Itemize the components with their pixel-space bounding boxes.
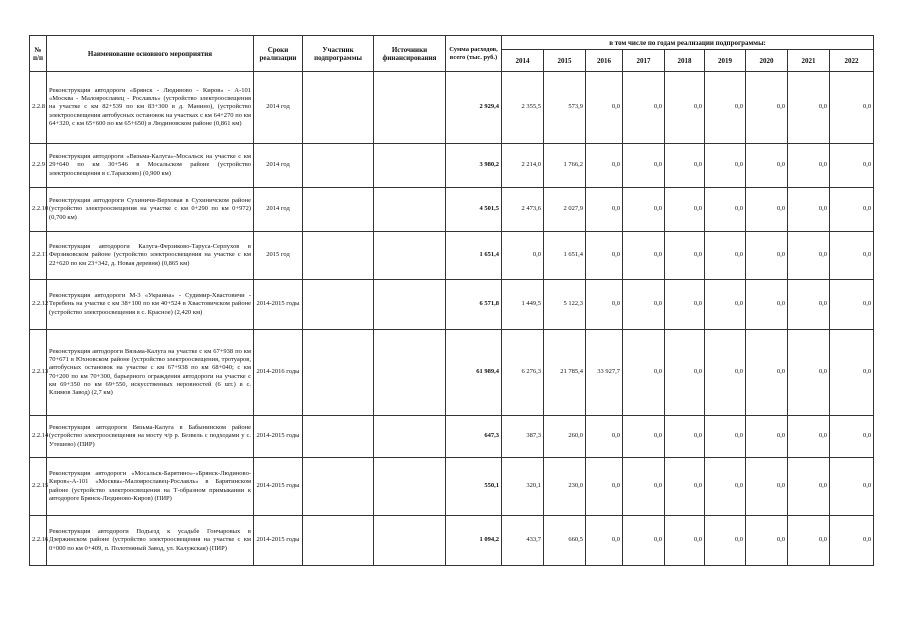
funding-source-cell: [374, 188, 446, 232]
year-value-2018: 0,0: [665, 416, 705, 458]
funding-source-cell: [374, 72, 446, 144]
implementation-period: 2014-2015 годы: [254, 458, 303, 516]
participant-cell: [303, 330, 374, 416]
total-amount: 6 571,8: [446, 280, 502, 330]
header-year-2022: 2022: [830, 50, 874, 72]
year-value-2018: 0,0: [665, 72, 705, 144]
table-row: [30, 458, 874, 516]
table-row: [30, 72, 874, 144]
year-value-2017: 0,0: [623, 72, 665, 144]
year-value-2019: 0,0: [705, 416, 746, 458]
year-value-2017: 0,0: [623, 188, 665, 232]
table-row: [30, 144, 874, 188]
participant-cell: [303, 416, 374, 458]
year-value-2015: 260,0: [544, 416, 586, 458]
total-amount: 550,1: [446, 458, 502, 516]
header-year-2021: 2021: [788, 50, 830, 72]
year-value-2017: 0,0: [623, 232, 665, 280]
year-value-2022: 0,0: [830, 458, 874, 516]
year-value-2020: 0,0: [746, 330, 788, 416]
year-value-2019: 0,0: [705, 144, 746, 188]
funding-source-cell: [374, 330, 446, 416]
year-value-2022: 0,0: [830, 330, 874, 416]
activity-name: Реконструкция автодороги Сухиничи-Верховая в Сухиничском районе (устройство электроосвещения на участке с км 0+290 по км 0+972) (0,700 км): [47, 188, 254, 232]
year-value-2014: 320,1: [502, 458, 544, 516]
year-value-2022: 0,0: [830, 280, 874, 330]
year-value-2014: 2 355,5: [502, 72, 544, 144]
funding-source-cell: [374, 416, 446, 458]
header-participant: Участник подпрограммы: [303, 36, 374, 72]
header-by-year: в том числе по годам реализации подпрограммы:: [502, 36, 874, 50]
year-value-2018: 0,0: [665, 330, 705, 416]
year-value-2019: 0,0: [705, 458, 746, 516]
table-row: [30, 280, 874, 330]
activity-name: Реконструкция автодороги Калуга-Ферзиково-Таруса-Серпухов в Ферзиковском районе (устройство электроосвещения на участке с км 22+620 по км 23+342, д. Новая деревня) (0,865 км): [47, 232, 254, 280]
year-value-2021: 0,0: [788, 458, 830, 516]
year-value-2014: 433,7: [502, 516, 544, 566]
header-total: Сумма расходов, всего (тыс. руб.): [446, 36, 502, 72]
year-value-2015: 5 122,3: [544, 280, 586, 330]
year-value-2016: 0,0: [586, 516, 623, 566]
year-value-2020: 0,0: [746, 144, 788, 188]
row-number: 2.2.13: [30, 330, 47, 416]
row-number: 2.2.16: [30, 516, 47, 566]
row-number: 2.2.8: [30, 72, 47, 144]
year-value-2016: 0,0: [586, 232, 623, 280]
table-row: [30, 516, 874, 566]
header-year-2015: 2015: [544, 50, 586, 72]
header-year-2016: 2016: [586, 50, 623, 72]
year-value-2020: 0,0: [746, 188, 788, 232]
year-value-2021: 0,0: [788, 188, 830, 232]
year-value-2015: 1 766,2: [544, 144, 586, 188]
row-number: 2.2.12: [30, 280, 47, 330]
year-value-2019: 0,0: [705, 72, 746, 144]
row-number: 2.2.9: [30, 144, 47, 188]
year-value-2021: 0,0: [788, 72, 830, 144]
year-value-2017: 0,0: [623, 458, 665, 516]
header-sources: Источники финансирования: [374, 36, 446, 72]
year-value-2016: 0,0: [586, 458, 623, 516]
year-value-2016: 0,0: [586, 416, 623, 458]
total-amount: 647,3: [446, 416, 502, 458]
participant-cell: [303, 280, 374, 330]
activity-name: Реконструкция автодороги «Вязьма-Калуга»-Мосальск на участке с км 29+640 по км 30+546 в Мосальском районе (устройство электроосвещения в с.Тарасково) (0,900 км): [47, 144, 254, 188]
year-value-2020: 0,0: [746, 232, 788, 280]
funding-source-cell: [374, 516, 446, 566]
activity-name: Реконструкция автодороги «Брянск - Людиново - Киров» - А-101 «Москва - Малоярославец - Рославль» (устройство электроосвещения на участке с км 82+539 по км 83+300 в д. Манино), (устройство электроосвещения автобусных остановок на участках с км 64+270 по км 64+320, с км 65+600 по км 65+650) в Людиновском районе (0,861 км): [47, 72, 254, 144]
header-year-2020: 2020: [746, 50, 788, 72]
year-value-2021: 0,0: [788, 144, 830, 188]
year-value-2021: 0,0: [788, 416, 830, 458]
year-value-2019: 0,0: [705, 280, 746, 330]
year-value-2017: 0,0: [623, 144, 665, 188]
funding-source-cell: [374, 144, 446, 188]
activity-name: Реконструкция автодороги Подъезд к усадьбе Гончаровых в Дзержинском районе (устройство электроосвещения на участке с км 0+000 по км 0+409, п. Полотняный Завод, ул. Калужская) (ПИР): [47, 516, 254, 566]
year-value-2018: 0,0: [665, 232, 705, 280]
year-value-2014: 0,0: [502, 232, 544, 280]
row-number: 2.2.15: [30, 458, 47, 516]
year-value-2017: 0,0: [623, 330, 665, 416]
year-value-2017: 0,0: [623, 516, 665, 566]
row-number: 2.2.11: [30, 232, 47, 280]
year-value-2020: 0,0: [746, 416, 788, 458]
program-table: [29, 35, 874, 566]
year-value-2014: 6 276,3: [502, 330, 544, 416]
header-year-2017: 2017: [623, 50, 665, 72]
implementation-period: 2014-2015 годы: [254, 416, 303, 458]
implementation-period: 2014-2016 годы: [254, 330, 303, 416]
participant-cell: [303, 144, 374, 188]
total-amount: 61 989,4: [446, 330, 502, 416]
year-value-2016: 0,0: [586, 280, 623, 330]
year-value-2021: 0,0: [788, 232, 830, 280]
year-value-2020: 0,0: [746, 516, 788, 566]
year-value-2014: 2 214,0: [502, 144, 544, 188]
table-row: [30, 232, 874, 280]
participant-cell: [303, 516, 374, 566]
year-value-2019: 0,0: [705, 232, 746, 280]
header-num: № п/п: [30, 36, 47, 72]
header-year-2014: 2014: [502, 50, 544, 72]
year-value-2019: 0,0: [705, 330, 746, 416]
header-year-2019: 2019: [705, 50, 746, 72]
year-value-2022: 0,0: [830, 72, 874, 144]
header-period: Сроки реализации: [254, 36, 303, 72]
total-amount: 1 651,4: [446, 232, 502, 280]
year-value-2016: 0,0: [586, 144, 623, 188]
year-value-2021: 0,0: [788, 516, 830, 566]
year-value-2016: 33 927,7: [586, 330, 623, 416]
year-value-2017: 0,0: [623, 280, 665, 330]
year-value-2018: 0,0: [665, 144, 705, 188]
activity-name: Реконструкция автодороги М-3 «Украина» - Судимир-Хвастовичи - Теребень на участке с км 38+100 по км 40+524 в Хвастовичском районе (устройство электроосвещения в с. Красное) (2,420 км): [47, 280, 254, 330]
year-value-2022: 0,0: [830, 232, 874, 280]
year-value-2022: 0,0: [830, 416, 874, 458]
table-row: [30, 416, 874, 458]
implementation-period: 2014 год: [254, 144, 303, 188]
year-value-2015: 1 651,4: [544, 232, 586, 280]
participant-cell: [303, 232, 374, 280]
implementation-period: 2014-2015 годы: [254, 516, 303, 566]
implementation-period: 2015 год: [254, 232, 303, 280]
year-value-2020: 0,0: [746, 280, 788, 330]
year-value-2021: 0,0: [788, 280, 830, 330]
year-value-2016: 0,0: [586, 72, 623, 144]
activity-name: Реконструкция автодороги Вязьма-Калуга в Бабынинском районе (устройство электроосвещения на мосту ч/р р. Безвель с подходами у с. Утешево) (ПИР): [47, 416, 254, 458]
year-value-2019: 0,0: [705, 516, 746, 566]
year-value-2022: 0,0: [830, 144, 874, 188]
participant-cell: [303, 72, 374, 144]
funding-source-cell: [374, 458, 446, 516]
year-value-2020: 0,0: [746, 72, 788, 144]
table-body: [30, 72, 874, 566]
year-value-2017: 0,0: [623, 416, 665, 458]
year-value-2018: 0,0: [665, 516, 705, 566]
year-value-2022: 0,0: [830, 188, 874, 232]
year-value-2015: 660,5: [544, 516, 586, 566]
implementation-period: 2014 год: [254, 72, 303, 144]
year-value-2020: 0,0: [746, 458, 788, 516]
year-value-2018: 0,0: [665, 458, 705, 516]
table-row: [30, 330, 874, 416]
year-value-2014: 2 473,6: [502, 188, 544, 232]
table-row: [30, 188, 874, 232]
row-number: 2.2.14: [30, 416, 47, 458]
year-value-2016: 0,0: [586, 188, 623, 232]
year-value-2021: 0,0: [788, 330, 830, 416]
activity-name: Реконструкция автодороги «Мосальск-Барятино»-«Брянск-Людиново-Киров»-А-101 «Москва»-Малоярославец-Рославль» в Барятинском районе (устройство электроосвещения на Т-образном примыкании к автодороге Брянск-Людиново-Киров) (ПИР): [47, 458, 254, 516]
total-amount: 4 501,5: [446, 188, 502, 232]
activity-name: Реконструкция автодороги Вязьма-Калуга на участке с км 67+938 по км 70+671 в Юхновском районе (устройство электроосвещения, тротуаров, автобусных остановок на участке с км 67+938 по км 68+040; с км 70+200 по км 70+300, барьерного ограждения автодороги на участке с км 69+350 по км 69+550, искусственных неровностей (6 шт.) в с. Климов Завод) (2,7 км): [47, 330, 254, 416]
participant-cell: [303, 458, 374, 516]
year-value-2015: 2 027,9: [544, 188, 586, 232]
header-name: Наименование основного мероприятия: [47, 36, 254, 72]
year-value-2015: 21 785,4: [544, 330, 586, 416]
year-value-2022: 0,0: [830, 516, 874, 566]
total-amount: 2 929,4: [446, 72, 502, 144]
year-value-2014: 1 449,5: [502, 280, 544, 330]
funding-source-cell: [374, 232, 446, 280]
row-number: 2.2.10: [30, 188, 47, 232]
total-amount: 3 980,2: [446, 144, 502, 188]
implementation-period: 2014-2015 годы: [254, 280, 303, 330]
funding-source-cell: [374, 280, 446, 330]
implementation-period: 2014 год: [254, 188, 303, 232]
year-value-2018: 0,0: [665, 188, 705, 232]
total-amount: 1 094,2: [446, 516, 502, 566]
year-value-2015: 573,9: [544, 72, 586, 144]
year-value-2018: 0,0: [665, 280, 705, 330]
year-value-2015: 230,0: [544, 458, 586, 516]
year-value-2019: 0,0: [705, 188, 746, 232]
header-year-2018: 2018: [665, 50, 705, 72]
participant-cell: [303, 188, 374, 232]
year-value-2014: 387,3: [502, 416, 544, 458]
